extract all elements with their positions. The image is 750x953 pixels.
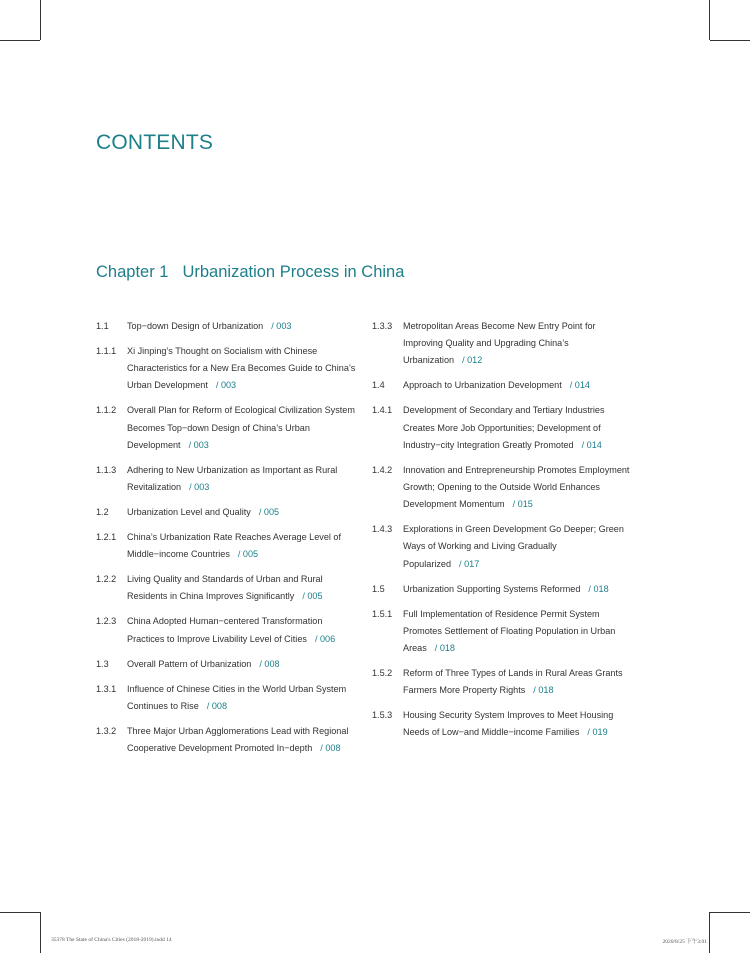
toc-entry-title: Development of Secondary and Tertiary Industries Creates More Job Opportunities; Development of Industry−city Integration Greatly Promoted [403,405,605,450]
toc-entry-number: 1.2.1 [96,532,117,543]
toc-entry-page: / 014 [581,439,602,450]
crop-mark [40,912,41,953]
toc-entry-text-wrap [127,318,358,335]
chapter-title: Urbanization Process in China [182,263,405,281]
toc-entry-number: 1.5.1 [372,608,393,619]
toc-entry[interactable] [96,529,358,563]
toc-entry-text-wrap [403,606,634,658]
toc-entry-number: 1.3 [96,658,109,669]
toc-entry[interactable] [96,656,358,673]
toc-entry-number: 1.1.3 [96,464,117,475]
toc-entry[interactable] [372,665,634,699]
toc-entry-number: 1.4.3 [372,524,393,535]
crop-mark [709,912,710,953]
toc-entry-title: Urbanization Level and Quality [127,507,251,518]
toc-entry-page: / 005 [258,507,280,518]
toc-entry[interactable] [372,581,634,598]
toc-entry-text-wrap [403,318,634,370]
toc-entry[interactable] [96,343,358,395]
toc-entry-number: 1.3.1 [96,683,117,694]
toc-entry-page: / 003 [271,321,292,331]
toc-entry-page: / 003 [188,439,209,450]
toc-entry-number: 1.4 [372,380,385,391]
toc-entry-number: 1.4.2 [372,464,393,475]
toc-entry-number: 1.1.1 [96,346,117,356]
toc-entry-text-wrap [403,402,634,454]
toc-entry[interactable] [96,462,358,496]
toc-right-column [372,318,634,749]
toc-entry-title: Approach to Urbanization Development [403,380,562,391]
toc-entry-title: Full Implementation of Residence Permit System Promotes Settlement of Floating Population in Urban Areas [403,608,616,654]
crop-mark [0,912,40,913]
crop-mark [709,0,710,40]
toc-entry-number: 1.2.2 [96,574,117,585]
toc-entry-number: 1.4.1 [372,405,393,416]
crop-mark [40,0,41,40]
toc-entry-title: Innovation and Entrepreneurship Promotes Employment Growth; Opening to the Outside World Enhances Development Momentum [403,464,630,510]
toc-entry-text-wrap [127,402,358,454]
toc-entry-page: / 017 [459,558,480,569]
toc-entry-text-wrap [127,613,358,647]
crop-mark [0,40,40,41]
toc-entry-page: / 008 [206,700,228,711]
toc-entry-title: Adhering to New Urbanization as Important as Rural Revitalization [127,464,338,493]
toc-entry-title: Overall Pattern of Urbanization [127,658,252,669]
toc-entry-number: 1.2.3 [96,616,117,627]
toc-entry-title: Metropolitan Areas Become New Entry Point for Improving Quality and Upgrading China’s Urbanization [403,321,596,366]
toc-entry-text-wrap [127,656,358,673]
toc-entry-title: Explorations in Green Development Go Deeper; Green Ways of Working and Living Gradually Popularized [403,524,624,569]
toc-entry-page: / 005 [302,591,323,602]
toc-left-column [96,318,358,765]
toc-entry[interactable] [372,318,634,370]
toc-entry-text-wrap [403,665,634,699]
toc-entry-page: / 018 [434,643,455,654]
toc-entry-title: Three Major Urban Agglomerations Lead with Regional Cooperative Development Promoted In−depth [127,725,349,754]
toc-entry-page: / 006 [314,633,336,644]
toc-entry-title: Top−down Design of Urbanization [127,321,264,331]
toc-entry-number: 1.3.2 [96,725,117,736]
toc-entry-text-wrap [403,707,634,741]
toc-entry[interactable] [96,613,358,647]
toc-entry-text-wrap [403,462,634,514]
toc-entry-page: / 003 [215,380,237,391]
toc-entry[interactable] [96,723,358,757]
toc-entry-text-wrap [127,462,358,496]
toc-entry-number: 1.2 [96,507,109,518]
toc-entry[interactable] [96,504,358,521]
toc-entry-text-wrap [127,343,358,395]
toc-entry-page: / 008 [320,743,341,754]
toc-entry[interactable] [372,402,634,454]
footer-file-info: 35378 The State of China's Cities (2018-2019).indd 14 [51,937,172,943]
toc-entry-title: Overall Plan for Reform of Ecological Civilization System Becomes Top−down Design of China’s Urban Development [127,405,355,450]
toc-entry[interactable] [372,521,634,573]
toc-entry-page: / 003 [189,482,210,493]
toc-entry-number: 1.1 [96,321,109,331]
toc-entry-title: Influence of Chinese Cities in the World Urban System Continues to Rise [127,683,347,711]
toc-entry-text-wrap [127,723,358,757]
toc-entry-text-wrap [403,521,634,573]
toc-entry[interactable] [96,571,358,605]
toc-entry-title: Reform of Three Types of Lands in Rural Areas Grants Farmers More Property Rights [403,668,623,696]
toc-entry-page: / 005 [237,549,259,560]
toc-entry-number: 1.1.2 [96,405,117,416]
toc-entry-page: / 014 [569,380,590,391]
page-title: CONTENTS [96,131,214,154]
toc-entry-title: Living Quality and Standards of Urban and Rural Residents in China Improves Significantly [127,574,323,602]
toc-entry[interactable] [372,377,634,394]
toc-entry-title: Urbanization Supporting Systems Reformed [403,583,581,594]
toc-entry-title: China Adopted Human−centered Transformation Practices to Improve Livability Level of Cities [127,616,323,644]
toc-entry-page: / 012 [462,355,483,366]
toc-entry-title: Housing Security System Improves to Meet Housing Needs of Low−and Middle−income Families [403,710,614,738]
toc-entry-text-wrap [127,571,358,605]
toc-entry[interactable] [96,402,358,454]
toc-entry[interactable] [96,681,358,715]
toc-entry-page: / 018 [588,583,609,594]
toc-entry-page: / 018 [533,685,554,696]
toc-entry-title: China’s Urbanization Rate Reaches Average Level of Middle−income Countries [127,532,342,560]
toc-entry-number: 1.5.3 [372,710,393,721]
toc-entry-number: 1.5 [372,583,385,594]
chapter-heading [96,263,404,282]
crop-mark [710,40,750,41]
toc-entry[interactable] [372,462,634,514]
toc-entry-number: 1.3.3 [372,321,393,331]
toc-entry-page: / 015 [512,499,533,510]
toc-entry-text-wrap [127,681,358,715]
toc-entry-page: / 008 [259,658,280,669]
crop-mark [710,912,750,913]
toc-entry-title: Xi Jinping’s Thought on Socialism with Chinese Characteristics for a New Era Becomes Guide to China’s Urban Development [127,346,356,391]
toc-entry[interactable] [96,318,358,335]
toc-entry-text-wrap [403,581,634,598]
toc-entry[interactable] [372,606,634,658]
footer-timestamp: 2020/8/25 下午3:01 [662,939,707,945]
toc-entry-text-wrap [403,377,634,394]
chapter-number: Chapter 1 [96,263,169,281]
toc-entry-text-wrap [127,504,358,521]
toc-entry-page: / 019 [587,727,608,738]
toc-entry[interactable] [372,707,634,741]
toc-entry-text-wrap [127,529,358,563]
toc-entry-number: 1.5.2 [372,668,393,679]
